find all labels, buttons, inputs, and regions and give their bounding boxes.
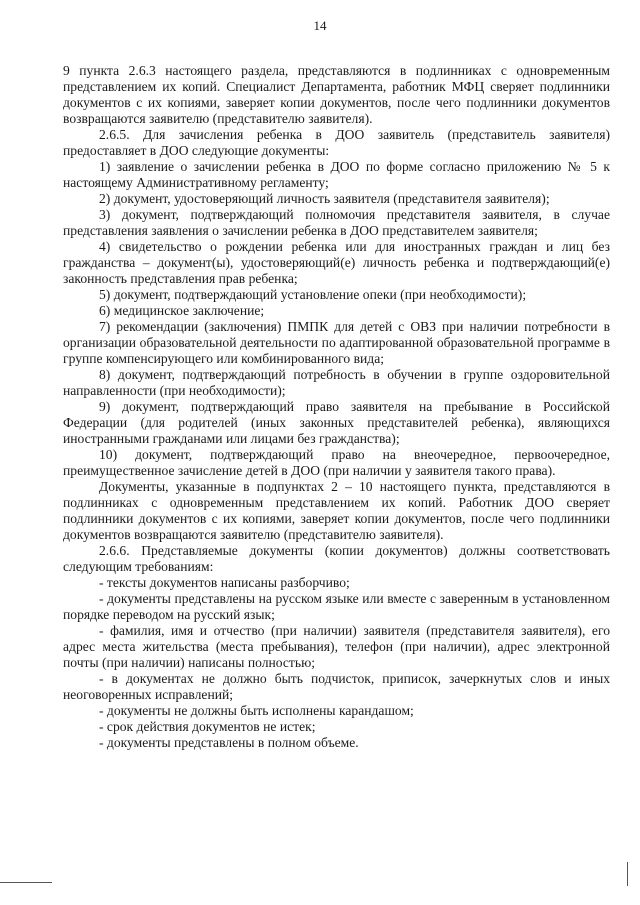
paragraph: 2) документ, удостоверяющий личность заявителя (представителя заявителя); [99,191,550,206]
paragraph: - документы не должны быть исполнены карандашом; [99,703,414,718]
paragraph: - фамилия, имя и отчество (при наличии) заявителя (представителя заявителя), его адрес места жительства (места пребывания), телефон (при наличии), адрес электронной почты (при наличии) написаны полностью; [63,623,610,670]
paragraph: 9) документ, подтверждающий право заявителя на пребывание в Российской Федерации (для родителей (иных законных представителей ребенка), являющихся иностранными гражданами или лицами без гражданства); [63,399,610,446]
paragraph: Документы, указанные в подпунктах 2 – 10 настоящего пункта, представляются в подлинниках с одновременным представлением их копий. Работник ДОО сверяет подлинники документов с их копиями, заверяет копии документов, после чего подлинники документов возвращаются заявителю (представителю заявителя). [63,479,610,542]
paragraph: 10) документ, подтверждающий право на внеочередное, первоочередное, преимущественное зачисление детей в ДОО (при наличии у заявителя такого права). [63,447,610,478]
paragraph: 8) документ, подтверждающий потребность в обучении в группе оздоровительной направленности (при необходимости); [63,367,610,398]
document-body [63,63,610,751]
paragraph: 9 пункта 2.6.3 настоящего раздела, представляются в подлинниках с одновременным представлением их копий. Специалист Департамента, работник МФЦ сверяет подлинники документов с их копиями, заверяет копии документов, после чего подлинники документов возвращаются заявителю (представителю заявителя). [63,63,610,126]
paragraph: 5) документ, подтверждающий установление опеки (при необходимости); [99,287,527,302]
paragraph: - срок действия документов не истек; [99,719,316,734]
paragraph: 6) медицинское заключение; [99,303,265,318]
paragraph: - тексты документов написаны разборчиво; [99,575,350,590]
paragraph: 4) свидетельство о рождении ребенка или для иностранных граждан и лиц без гражданства – документ(ы), удостоверяющий(е) личность ребенка и подтверждающий(е) законность представления прав ребенка; [63,239,610,286]
page-number: 14 [313,18,327,33]
paragraph: 7) рекомендации (заключения) ПМПК для детей с ОВЗ при наличии потребности в организации образовательной деятельности по адаптированной образовательной программе в группе компенсирующего или комбинированного вида; [63,319,610,366]
paragraph: - в документах не должно быть подчисток, приписок, зачеркнутых слов и иных неоговоренных исправлений; [63,671,610,702]
scan-artifact-line [0,882,52,883]
paragraph: 3) документ, подтверждающий полномочия представителя заявителя, в случае представления заявления о зачислении ребенка в ДОО представителем заявителя; [63,207,610,238]
paragraph: 1) заявление о зачислении ребенка в ДОО по форме согласно приложению № 5 к настоящему Административному регламенту; [63,159,610,190]
paragraph: - документы представлены на русском языке или вместе с заверенным в установленном порядке переводом на русский язык; [63,591,610,622]
paragraph: 2.6.5. Для зачисления ребенка в ДОО заявитель (представитель заявителя) предоставляет в ДОО следующие документы: [63,127,610,158]
scan-artifact-mark [627,862,628,886]
paragraph: - документы представлены в полном объеме. [99,735,359,750]
paragraph: 2.6.6. Представляемые документы (копии документов) должны соответствовать следующим требованиям: [63,543,610,574]
